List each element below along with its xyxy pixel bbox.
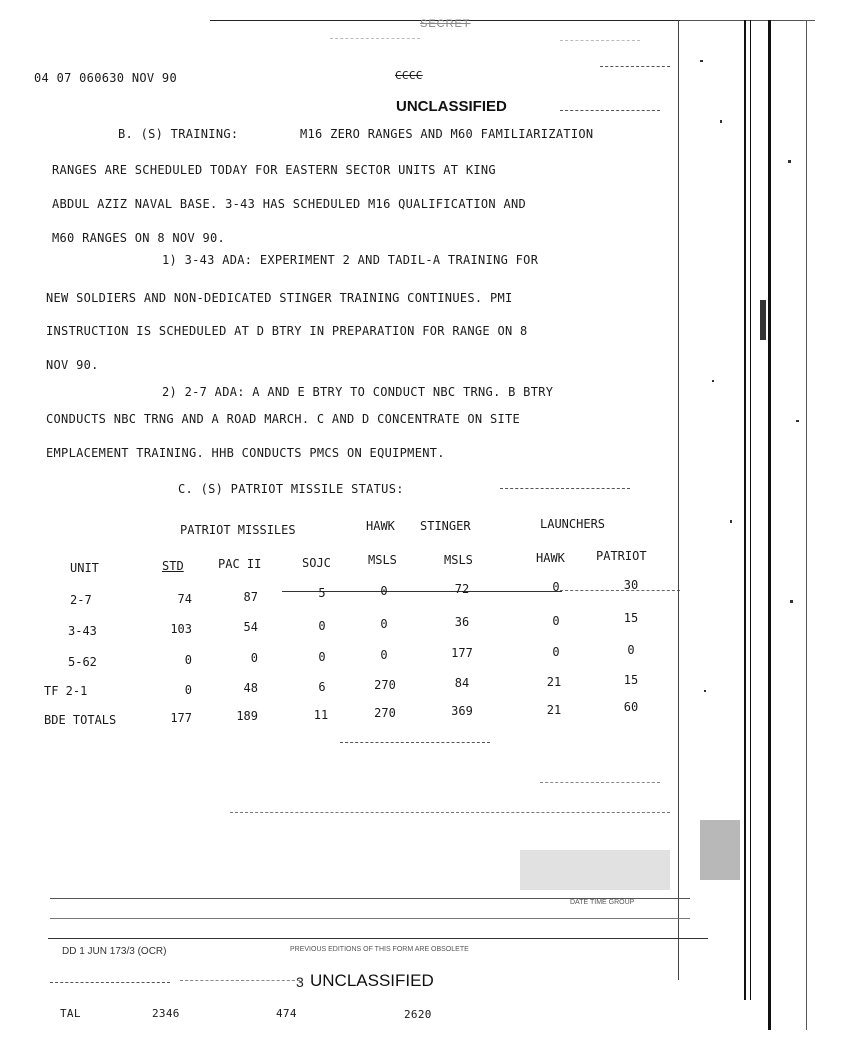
date-time-group-label: DATE TIME GROUP — [570, 899, 635, 906]
table-cell: 0 — [552, 614, 560, 628]
classification-bottom: UNCLASSIFIED — [310, 971, 434, 990]
table-cell: 84 — [454, 676, 470, 690]
margin-line — [744, 20, 746, 1000]
training-line: ABDUL AZIZ NAVAL BASE. 3-43 HAS SCHEDULED M16 QUALIFICATION AND — [52, 197, 527, 211]
table-cell: 0 — [184, 653, 192, 667]
table-cell: 0 — [627, 643, 635, 657]
faint-mark — [180, 980, 300, 981]
table-cell: 5 — [318, 586, 326, 600]
column-header: SOJC — [302, 556, 331, 570]
table-cell: 0 — [380, 648, 388, 662]
training-heading: B. (S) TRAINING: — [118, 127, 239, 141]
column-header: MSLS — [444, 553, 473, 567]
item1-line: NEW SOLDIERS AND NON-DEDICATED STINGER TRAINING CONTINUES. PMI — [46, 291, 513, 305]
table-cell: 0 — [380, 584, 388, 598]
table-cell: 21 — [546, 675, 562, 689]
table-cell-unit: TF 2-1 — [44, 684, 88, 698]
scan-speck — [712, 380, 714, 382]
table-cell: 0 — [318, 650, 326, 664]
faint-mark — [540, 782, 660, 783]
item1-line: 1) 3-43 ADA: EXPERIMENT 2 AND TADIL-A TRAINING FOR — [162, 253, 539, 267]
date-time-group: 04 07 060630 NOV 90 — [34, 71, 177, 85]
table-cell: 0 — [250, 651, 258, 665]
scan-speck — [730, 520, 732, 523]
scan-speck — [790, 600, 793, 603]
scan-speck — [720, 120, 722, 123]
group-header-patriot: PATRIOT MISSILES — [180, 523, 296, 537]
group-header-stinger: STINGER — [420, 519, 471, 533]
scan-speck — [700, 60, 703, 62]
faint-mark — [560, 40, 640, 41]
training-line: M16 ZERO RANGES AND M60 FAMILIARIZATION — [300, 127, 594, 141]
table-cell: 21 — [546, 703, 562, 717]
margin-line — [768, 20, 771, 1030]
margin-line — [750, 20, 751, 1000]
faint-mark — [340, 742, 490, 743]
training-line: M60 RANGES ON 8 NOV 90. — [52, 231, 226, 245]
scan-speck — [796, 420, 799, 422]
tally-value: 474 — [276, 1007, 297, 1020]
group-header-hawk: HAWK — [366, 519, 395, 533]
table-cell: 0 — [552, 580, 560, 594]
form-rule — [50, 918, 690, 919]
table-cell-unit: 2-7 — [70, 593, 92, 607]
table-cell: 0 — [184, 683, 192, 697]
table-cell-unit: BDE TOTALS — [44, 713, 117, 727]
table-cell: 54 — [243, 620, 258, 634]
table-cell: 11 — [313, 708, 329, 722]
table-cell: 270 — [374, 678, 396, 692]
faint-mark — [330, 38, 420, 39]
column-header: PAC II — [218, 557, 262, 571]
table-cell: 177 — [451, 646, 473, 660]
tally-label: TAL — [60, 1007, 81, 1020]
tally-value: 2346 — [152, 1007, 180, 1020]
margin-line — [678, 20, 679, 980]
table-cell: 6 — [318, 680, 326, 694]
table-cell: 0 — [318, 619, 326, 633]
table-cell: 0 — [380, 617, 388, 631]
faint-mark — [50, 982, 170, 983]
table-cell-unit: 5-62 — [68, 655, 97, 669]
tally-value: 2620 — [404, 1008, 432, 1021]
scan-smudge — [520, 850, 670, 890]
column-header: MSLS — [368, 553, 397, 567]
status-heading: C. (S) PATRIOT MISSILE STATUS: — [178, 482, 404, 496]
page-number: 3 — [296, 974, 304, 990]
form-id: DD 1 JUN 173/3 (OCR) — [62, 946, 167, 957]
table-cell: 48 — [243, 681, 258, 695]
top-rule-right — [680, 20, 815, 21]
form-rule — [48, 938, 708, 939]
table-cell-unit: 3-43 — [68, 624, 97, 638]
faint-mark — [230, 812, 670, 813]
table-cell: 30 — [623, 578, 639, 592]
table-cell: 72 — [454, 582, 470, 596]
scan-speck — [760, 300, 766, 340]
table-cell: 60 — [623, 700, 639, 714]
scan-speck — [704, 690, 706, 692]
table-cell: 189 — [236, 709, 258, 723]
table-cell: 270 — [374, 706, 396, 720]
column-header: STD — [162, 559, 184, 573]
scan-speck — [788, 160, 791, 163]
table-cell: 177 — [170, 711, 192, 725]
item1-line: INSTRUCTION IS SCHEDULED AT D BTRY IN PREPARATION FOR RANGE ON 8 — [46, 324, 528, 338]
margin-line — [806, 20, 807, 1030]
table-cell: 36 — [454, 615, 470, 629]
column-header: UNIT — [70, 561, 99, 575]
faint-mark — [560, 110, 660, 111]
column-header: HAWK — [536, 551, 565, 565]
item2-line: CONDUCTS NBC TRNG AND A ROAD MARCH. C AND D CONCENTRATE ON SITE — [46, 412, 521, 426]
training-line: RANGES ARE SCHEDULED TODAY FOR EASTERN SECTOR UNITS AT KING — [52, 163, 496, 177]
group-header-launchers: LAUNCHERS — [540, 517, 606, 531]
table-cell: 15 — [623, 611, 639, 625]
table-cell: 74 — [177, 592, 192, 606]
item2-line: 2) 2-7 ADA: A AND E BTRY TO CONDUCT NBC TRNG. B BTRY — [162, 385, 554, 399]
faint-mark — [500, 488, 630, 489]
secret-marking: SECRET — [420, 18, 471, 30]
classification-top: UNCLASSIFIED — [396, 98, 507, 115]
table-cell: 369 — [451, 704, 473, 718]
item2-line: EMPLACEMENT TRAINING. HHB CONDUCTS PMCS ON EQUIPMENT. — [46, 446, 445, 460]
item1-line: NOV 90. — [46, 358, 99, 372]
scan-smudge — [700, 820, 740, 880]
table-cell: 87 — [243, 590, 258, 604]
column-header: PATRIOT — [596, 549, 647, 563]
table-cell: 0 — [552, 645, 560, 659]
page-marking: CCCC — [395, 69, 423, 82]
edition-note: PREVIOUS EDITIONS OF THIS FORM ARE OBSOLETE — [290, 946, 469, 953]
table-cell: 103 — [170, 622, 192, 636]
faint-mark — [600, 66, 670, 67]
table-cell: 15 — [623, 673, 639, 687]
